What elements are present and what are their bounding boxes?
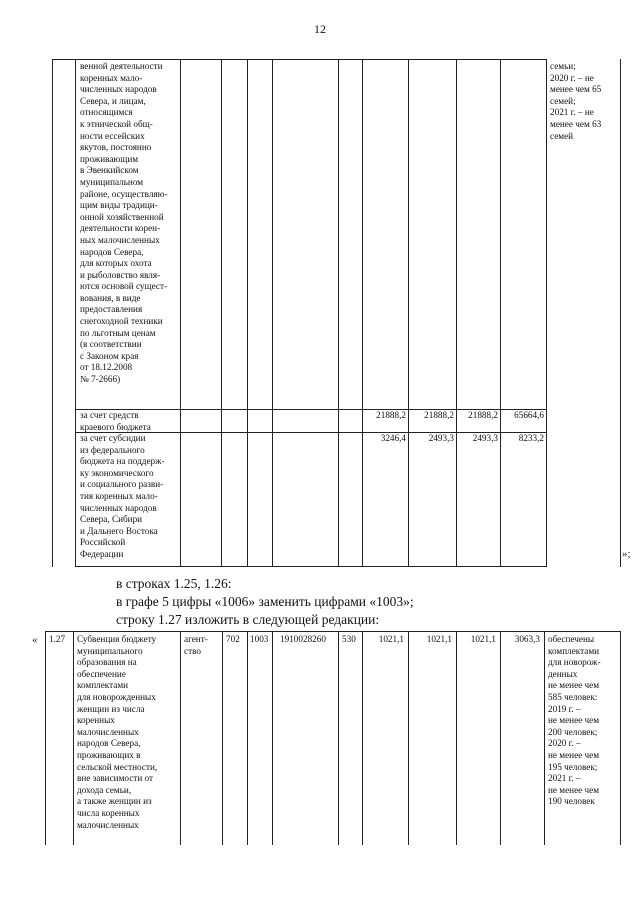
krai-2019-value: 21888,2 — [376, 410, 406, 420]
closing-quote: »; — [622, 548, 631, 560]
row-2019-value: 1021,1 — [378, 634, 404, 644]
row-grbs: 702 — [226, 634, 240, 644]
page-number: 12 — [314, 22, 326, 36]
row-rzpr: 1003 — [250, 634, 269, 644]
row-executor: агент- ство — [184, 634, 208, 656]
row-2020-value: 1021,1 — [426, 634, 452, 644]
row-total-value: 3063,3 — [514, 634, 540, 644]
federal-2019-value: 3246,4 — [380, 433, 406, 443]
federal-2021-value: 2493,3 — [472, 433, 498, 443]
federal-total-value: 8233,2 — [518, 433, 544, 443]
top-result-cell: семьи; 2020 г. – не менее чем 65 семей; 2021 г. – не менее чем 63 семей — [550, 61, 602, 141]
krai-2020-value: 21888,2 — [424, 410, 454, 420]
row-number: 1.27 — [49, 634, 66, 644]
krai-budget-label: за счет средств краевого бюджета — [80, 410, 151, 432]
federal-2020-value: 2493,3 — [428, 433, 454, 443]
krai-total-value: 65664,6 — [514, 410, 544, 420]
instruction-line-1: в строках 1.25, 1.26: — [116, 576, 232, 591]
row-2021-value: 1021,1 — [470, 634, 496, 644]
row-csr: 1910028260 — [280, 634, 326, 644]
krai-2021-value: 21888,2 — [468, 410, 498, 420]
row-vr: 530 — [342, 634, 356, 644]
federal-subsidy-label: за счет субсидии из федерального бюджета на поддерж- ку экономического и социального разви- тия коренных мало- численных народов Севера, Сибири и Дальнего Востока Российской Федерации — [80, 433, 165, 559]
row-description: Субвенция бюджету муниципального образования на обеспечение комплектами для новорожденных женщин из числа коренных малочисленных народов Севера, проживающих в сельской местности, вне зависимости от дохода семьи, а также женщин из числа коренных малочисленных — [77, 634, 158, 830]
instruction-line-3: строку 1.27 изложить в следующей редакции: — [116, 612, 380, 627]
instruction-line-2: в графе 5 цифры «1006» заменить цифрами «1003»; — [116, 594, 414, 609]
top-desc-cell: венной деятельности коренных мало- численных народов Севера, и лицам, относящимся к этнической общ- ности ессейских якутов, постоянно проживающим в Эвенкийском муниципальном районе, осуществляю- щим виды традици- онной хозяйственной деятельности корен- ных малочисленных народов Севера, для которых охота и рыболовство явля- ются основой сущест- вования, в виде предоставления снегоходной техники по льготным ценам (в соответствии с Законом края от 18.12.2008 № 7-2666) — [80, 61, 168, 385]
row-result: обеспечены комплектами для новорож- денных не менее чем 585 человек: 2019 г. – не менее чем 200 человек; 2020 г. – не менее чем 195 человек; 2021 г. – не менее чем 190 человек — [548, 634, 601, 807]
opening-quote: « — [32, 634, 38, 646]
